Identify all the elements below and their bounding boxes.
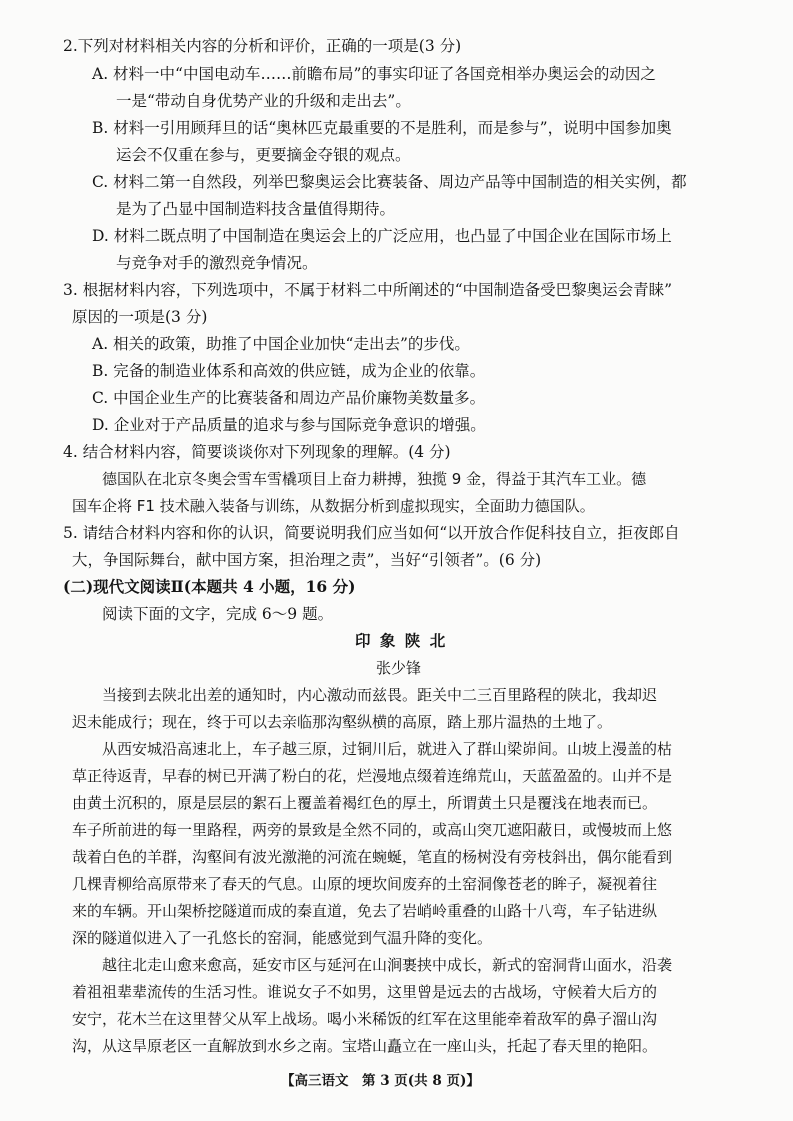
article-author: 张少锋: [376, 659, 422, 677]
question-2-option-b: B. 材料一引用顾拜旦的话“奥林匹克最重要的不是胜利，而是参与”，说明中国参加奥: [92, 119, 672, 137]
article-paragraph-line: 沟，从这旱原老区一直解放到水乡之南。宝塔山矗立在一座山头，托起了春天里的艳阳。: [72, 1037, 658, 1055]
question-2-option-a-cont: 一是“带动自身优势产业的升级和走出去”。: [116, 92, 411, 110]
question-3-option-b: B. 完备的制造业体系和高效的供应链，成为企业的依靠。: [92, 362, 486, 380]
article-paragraph-line: 来的车辆。开山架桥挖隧道而成的秦直道，免去了岩峭岭重叠的山路十八弯，车子钻进纵: [72, 902, 658, 920]
question-3-stem: 3. 根据材料内容，下列选项中，不属于材料二中所阐述的“中国制造备受巴黎奥运会青睐”: [63, 281, 673, 299]
article-paragraph-line: 草正待返青，早春的树已开满了粉白的花，烂漫地点缀着连绵荒山，天蓝盈盈的。山并不是: [72, 767, 673, 785]
question-4-material: 德国队在北京冬奥会雪车雪橇项目上奋力耕搏，独揽 9 金，得益于其汽车工业。德: [102, 470, 647, 488]
article-paragraph-line: 几棵青柳给高原带来了春天的气息。山原的埂坎间废弃的土窑洞像苍老的眸子，凝视着往: [72, 875, 658, 893]
page-footer: 【高三语文 第 3 页(共 8 页)】: [281, 1073, 480, 1089]
question-2-option-a: A. 材料一中“中国电动车……前瞻布局”的事实印证了各国竞相举办奥运会的动因之: [92, 65, 656, 83]
question-2-option-c-cont: 是为了凸显中国制造料技含量值得期待。: [116, 200, 396, 218]
question-3-option-c: C. 中国企业生产的比赛装备和周边产品价廉物美数量多。: [92, 389, 486, 407]
article-paragraph-line: 着祖祖辈辈流传的生活习性。谁说女子不如男，这里曾是远去的古战场，守候着大后方的: [72, 983, 658, 1001]
article-paragraph-line: 车子所前进的每一里路程，两旁的景致是全然不同的，或高山突兀遮阳蔽日，或慢坡而上悠: [72, 821, 673, 839]
section-heading: (二)现代文阅读Ⅱ(本题共 4 小题，16 分): [63, 577, 356, 596]
article-paragraph-line: 从西安城沿高速北上，车子越三原，过铜川后，就进入了群山梁峁间。山坡上漫盖的枯: [102, 740, 673, 758]
question-5-stem: 5. 请结合材料内容和你的认识，简要说明我们应当如何“以开放合作促科技自立，拒夜郎自: [63, 524, 680, 542]
article-paragraph-line: 越往北走山愈来愈高，延安市区与延河在山涧裹挟中成长，新式的窑洞背山面水，沿袭: [102, 956, 673, 974]
article-paragraph-line: 迟未能成行；现在，终于可以去亲临那沟壑纵横的高原，踏上那片温热的土地了。: [72, 713, 613, 731]
question-4-material-cont: 国车企将 F1 技术融入装备与训练，从数据分析到虚拟现实，全面助力德国队。: [72, 497, 595, 515]
question-2-option-b-cont: 运会不仅重在参与，更要摘金夺银的观点。: [116, 146, 411, 164]
section-instruction: 阅读下面的文字，完成 6～9 题。: [102, 605, 334, 623]
article-paragraph-line: 由黄土沉积的，原是层层的絮石上覆盖着褐红色的厚土，所谓黄土只是覆浅在地表而已。: [72, 794, 658, 812]
question-2-option-d: D. 材料二既点明了中国制造在奥运会上的广泛应用，也凸显了中国企业在国际市场上: [92, 227, 672, 245]
question-3-option-d: D. 企业对于产品质量的追求与参与国际竞争意识的增强。: [92, 416, 486, 434]
article-title: 印 象 陕 北: [355, 631, 448, 650]
article-paragraph-line: 安宁，花木兰在这里替父从军上战场。喝小米稀饭的红军在这里能牵着敌军的鼻子溜山沟: [72, 1010, 658, 1028]
question-3-option-a: A. 相关的政策，助推了中国企业加快“走出去”的步伐。: [92, 335, 470, 353]
article-paragraph-line: 深的隧道似进入了一孔悠长的窑洞，能感觉到气温升降的变化。: [72, 929, 493, 947]
question-3-stem-cont: 原因的一项是(3 分): [72, 308, 208, 326]
article-paragraph-line: 当接到去陕北出差的通知时，内心激动而兹畏。距关中二三百里路程的陕北，我却迟: [102, 686, 658, 704]
question-4-stem: 4. 结合材料内容，简要谈谈你对下列现象的理解。(4 分): [63, 443, 451, 461]
question-2-option-c: C. 材料二第一自然段，列举巴黎奥运会比赛装备、周边产品等中国制造的相关实例，都: [92, 173, 687, 191]
question-5-stem-cont: 大，争国际舞台，献中国方案，担治理之责”，当好“引领者”。(6 分): [72, 551, 542, 569]
article-paragraph-line: 哉着白色的羊群，沟壑间有波光激滟的河流在蜿蜒，笔直的杨树没有旁枝斜出，偶尔能看到: [72, 848, 673, 866]
question-2-option-d-cont: 与竞争对手的激烈竞争情况。: [116, 254, 318, 272]
question-2-stem: 2.下列对材料相关内容的分析和评价，正确的一项是(3 分): [63, 37, 462, 55]
